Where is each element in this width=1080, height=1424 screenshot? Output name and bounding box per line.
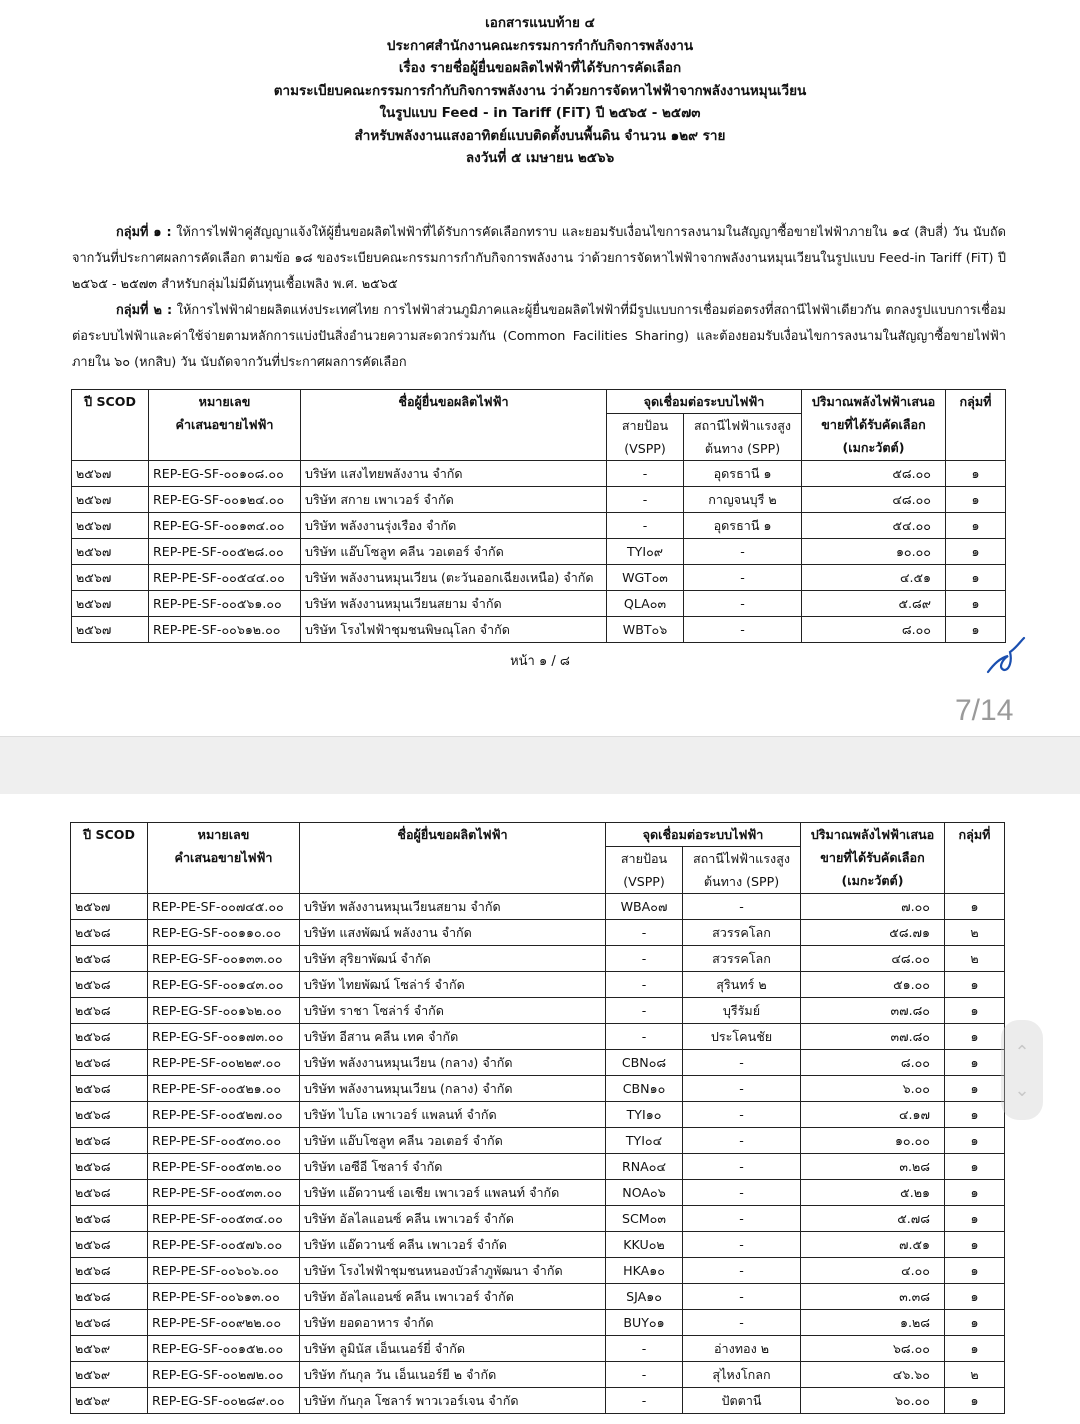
cell-proposal-no: REP-PE-SF-๐๐๕๖๑.๐๐ [149,591,301,617]
group1-paragraph [72,220,1006,298]
col-header-scod: ปี SCOD [71,823,148,894]
cell-station: - [683,1076,801,1102]
cell-station: - [683,1232,801,1258]
header-line: ประกาศสำนักงานคณะกรรมการกำกับกิจการพลังงาน [386,37,694,54]
table-row [71,1180,1005,1206]
cell-group: ๑ [946,461,1006,487]
cell-applicant: บริษัท เอซีอี โซลาร์ จำกัด [300,1154,606,1180]
cell-capacity: ๔.๑๗ [801,1102,945,1128]
cell-station: - [683,894,801,920]
table-row [72,513,1006,539]
cell-capacity: ๕๔.๐๐ [802,513,946,539]
header-line: ตามระเบียบคณะกรรมการกำกับกิจการพลังงาน ว่าด้วยการจัดหาไฟฟ้าจากพลังงานหมุนเวียน [273,82,807,99]
cell-capacity: ๕๘.๐๐ [802,461,946,487]
cell-scod: ๒๕๖๘ [71,1128,148,1154]
cell-capacity: ๖.๐๐ [801,1076,945,1102]
cell-feeder: NOA๐๖ [606,1180,683,1206]
cell-capacity: ๑๐.๐๐ [802,539,946,565]
table-row [71,1206,1005,1232]
cell-station: ประโคนชัย [683,1024,801,1050]
cell-applicant: บริษัท กันกุล โซลาร์ พาวเวอร์เจน จำกัด [300,1388,606,1414]
cell-feeder: - [606,920,683,946]
cell-scod: ๒๕๖๗ [72,513,149,539]
page-separator [0,736,1080,795]
cell-applicant: บริษัท ไทยพัฒน์ โซล่าร์ จำกัด [300,972,606,998]
cell-applicant: บริษัท ลูมินัส เอ็นเนอร์ยี่ จำกัด [300,1336,606,1362]
cell-feeder: TYI๑๐ [606,1102,683,1128]
cell-proposal-no: REP-EG-SF-๐๐๑๖๒.๐๐ [148,998,300,1024]
table-row [72,461,1006,487]
cell-station: - [683,1102,801,1128]
cell-station: - [683,1128,801,1154]
cell-capacity: ๓๗.๘๐ [801,1024,945,1050]
cell-proposal-no: REP-EG-SF-๐๐๒๗๒.๐๐ [148,1362,300,1388]
header-line: ลงวันที่ ๕ เมษายน ๒๕๖๖ [465,150,615,166]
cell-group: ๑ [945,1284,1005,1310]
table-body [71,894,1005,1414]
cell-capacity: ๕๘.๗๑ [801,920,945,946]
cell-proposal-no: REP-PE-SF-๐๐๕๓๓.๐๐ [148,1180,300,1206]
table-row [71,1258,1005,1284]
cell-applicant: บริษัท สุริยาพัฒน์ จำกัด [300,946,606,972]
cell-station: - [683,1206,801,1232]
col-header-connection: จุดเชื่อมต่อระบบไฟฟ้า [606,823,801,847]
cell-applicant: บริษัท พลังงานหมุนเวียน (กลาง) จำกัด [300,1076,606,1102]
cell-feeder: WGT๐๓ [607,565,684,591]
cell-scod: ๒๕๖๘ [71,1024,148,1050]
cell-station: อ่างทอง ๒ [683,1336,801,1362]
col-header-capacity: ปริมาณพลังไฟฟ้าเสนอ ขายที่ได้รับคัดเลือก (เมกะวัตต์) [801,823,945,894]
cell-station: - [684,565,802,591]
cell-group: ๑ [946,565,1006,591]
cell-applicant: บริษัท แอ๊ดวานซ์ คลีน เพาเวอร์ จำกัด [300,1232,606,1258]
cell-capacity: ๕.๒๑ [801,1180,945,1206]
cell-scod: ๒๕๖๙ [71,1336,148,1362]
cell-station: สวรรคโลก [683,946,801,972]
cell-group: ๑ [945,1232,1005,1258]
cell-capacity: ๑.๒๘ [801,1310,945,1336]
table-row [72,487,1006,513]
cell-scod: ๒๕๖๙ [71,1388,148,1414]
chevron-down-icon[interactable]: ⌄ [1014,1080,1030,1101]
cell-proposal-no: REP-PE-SF-๐๐๕๓๔.๐๐ [148,1206,300,1232]
cell-scod: ๒๕๖๘ [71,1232,148,1258]
cell-scod: ๒๕๖๗ [72,539,149,565]
table-header [72,390,1006,461]
cell-proposal-no: REP-PE-SF-๐๐๕๒๗.๐๐ [148,1102,300,1128]
cell-group: ๑ [945,1336,1005,1362]
cell-scod: ๒๕๖๗ [72,461,149,487]
table-row [72,539,1006,565]
cell-station: สุไหงโกลก [683,1362,801,1388]
cell-proposal-no: REP-EG-SF-๐๐๑๗๓.๐๐ [148,1024,300,1050]
table-row [71,1388,1005,1414]
col-header-proposal-no: หมายเลข คำเสนอขายไฟฟ้า [149,390,301,461]
cell-capacity: ๗.๐๐ [801,894,945,920]
cell-feeder: - [606,1388,683,1414]
cell-station: อุดรธานี ๑ [684,461,802,487]
table-row [71,972,1005,998]
viewer-page-indicator: 7/14 [955,694,1014,727]
cell-capacity: ๔.๕๑ [802,565,946,591]
cell-feeder: - [606,1336,683,1362]
page-number: หน้า ๑ / ๘ [510,654,570,669]
cell-group: ๑ [946,539,1006,565]
cell-capacity: ๔๘.๐๐ [802,487,946,513]
table-row [71,1128,1005,1154]
cell-group: ๑ [945,1310,1005,1336]
table-row [71,1336,1005,1362]
cell-group: ๑ [945,894,1005,920]
table-row [72,565,1006,591]
group1-lead: กลุ่มที่ ๑ : [116,225,172,240]
cell-station: ปัตตานี [683,1388,801,1414]
cell-station: บุรีรัมย์ [683,998,801,1024]
table-row [71,1232,1005,1258]
table-row [72,617,1006,643]
cell-proposal-no: REP-PE-SF-๐๐๕๒๑.๐๐ [148,1076,300,1102]
cell-proposal-no: REP-PE-SF-๐๐๙๒๒.๐๐ [148,1310,300,1336]
col-header-station: สถานีไฟฟ้าแรงสูง ต้นทาง (SPP) [683,847,801,894]
table-row [71,1310,1005,1336]
cell-scod: ๒๕๖๘ [71,946,148,972]
document-header [0,12,1080,170]
table-row [71,946,1005,972]
cell-applicant: บริษัท แสงพัฒน์ พลังงาน จำกัด [300,920,606,946]
cell-group: ๑ [945,1128,1005,1154]
cell-scod: ๒๕๖๗ [71,894,148,920]
header-line: ในรูปแบบ Feed - in Tariff (FiT) ปี ๒๕๖๕ - ๒๕๗๓ [379,105,701,121]
cell-group: ๑ [945,1102,1005,1128]
cell-group: ๑ [946,513,1006,539]
cell-proposal-no: REP-EG-SF-๐๐๑๓๓.๐๐ [148,946,300,972]
cell-feeder: - [606,1024,683,1050]
cell-capacity: ๘.๐๐ [801,1050,945,1076]
cell-scod: ๒๕๖๘ [71,1102,148,1128]
col-header-scod: ปี SCOD [72,390,149,461]
cell-applicant: บริษัท โรงไฟฟ้าชุมชนพิษณุโลก จำกัด [301,617,607,643]
table-row [72,591,1006,617]
cell-feeder: KKU๐๒ [606,1232,683,1258]
col-header-feeder: สายป้อน (VSPP) [607,414,684,461]
cell-proposal-no: REP-PE-SF-๐๐๕๓๐.๐๐ [148,1128,300,1154]
cell-station: - [683,1154,801,1180]
col-header-proposal-no: หมายเลข คำเสนอขายไฟฟ้า [148,823,300,894]
cell-capacity: ๕๑.๐๐ [801,972,945,998]
cell-capacity: ๓.๒๘ [801,1154,945,1180]
cell-applicant: บริษัท พลังงานหมุนเวียน (ตะวันออกเฉียงเหนือ) จำกัด [301,565,607,591]
cell-proposal-no: REP-EG-SF-๐๐๑๐๘.๐๐ [149,461,301,487]
cell-capacity: ๖๐.๐๐ [801,1388,945,1414]
cell-capacity: ๘.๐๐ [802,617,946,643]
cell-proposal-no: REP-EG-SF-๐๐๑๕๒.๐๐ [148,1336,300,1362]
cell-feeder: SJA๑๐ [606,1284,683,1310]
group1-text: ให้การไฟฟ้าคู่สัญญาแจ้งให้ผู้ยื่นขอผลิตไฟฟ้าที่ได้รับการคัดเลือกทราบ และยอมรับเงื่อนไขการลงนามในสัญญาซื้อขายไฟฟ้าภายใน ๑๔ (สิบสี่) วัน นับถัดจากวันที่ประกาศผลการคัดเลือก ตามข้อ ๑๘ ของระเบียบคณะกรรมการกำกับกิจการพลังงาน ว่าด้วยการจัดหาไฟฟ้าจากพลังงานหมุนเวียนในรูปแบบ Feed-in Tariff (FiT) ปี ๒๕๖๕ - ๒๕๗๓ สำหรับกลุ่มไม่มีต้นทุนเชื้อเพลิง พ.ศ. ๒๕๖๕ [72,225,1006,292]
cell-capacity: ๕.๘๙ [802,591,946,617]
cell-group: ๑ [945,972,1005,998]
cell-proposal-no: REP-PE-SF-๐๐๕๔๔.๐๐ [149,565,301,591]
cell-feeder: - [606,946,683,972]
col-header-applicant: ชื่อผู้ยื่นขอผลิตไฟฟ้า [300,823,606,894]
cell-applicant: บริษัท แสงไทยพลังงาน จำกัด [301,461,607,487]
cell-feeder: RNA๐๔ [606,1154,683,1180]
cell-scod: ๒๕๖๘ [71,1206,148,1232]
cell-scod: ๒๕๖๘ [71,1180,148,1206]
cell-scod: ๒๕๖๘ [71,1284,148,1310]
cell-capacity: ๔๖.๖๐ [801,1362,945,1388]
cell-applicant: บริษัท ไบโอ เพาเวอร์ แพลนท์ จำกัด [300,1102,606,1128]
col-header-connection: จุดเชื่อมต่อระบบไฟฟ้า [607,390,802,414]
cell-group: ๑ [946,591,1006,617]
cell-capacity: ๓๗.๘๐ [801,998,945,1024]
selected-applicants-table-2 [70,822,1005,1414]
cell-feeder: - [607,461,684,487]
cell-applicant: บริษัท พลังงานหมุนเวียนสยาม จำกัด [301,591,607,617]
signature-mark [980,630,1030,680]
table-row [71,1284,1005,1310]
cell-proposal-no: REP-PE-SF-๐๐๒๒๙.๐๐ [148,1050,300,1076]
cell-scod: ๒๕๖๗ [72,565,149,591]
cell-feeder: WBT๐๖ [607,617,684,643]
cell-station: - [683,1258,801,1284]
table-row [71,1050,1005,1076]
cell-proposal-no: REP-PE-SF-๐๐๖๐๖.๐๐ [148,1258,300,1284]
cell-applicant: บริษัท ยอดอาหาร จำกัด [300,1310,606,1336]
cell-scod: ๒๕๖๘ [71,1076,148,1102]
cell-capacity: ๔.๐๐ [801,1258,945,1284]
col-header-applicant: ชื่อผู้ยื่นขอผลิตไฟฟ้า [301,390,607,461]
col-header-group: กลุ่มที่ [946,390,1006,461]
cell-scod: ๒๕๖๘ [71,998,148,1024]
cell-proposal-no: REP-PE-SF-๐๐๖๑๓.๐๐ [148,1284,300,1310]
cell-group: ๑ [945,1024,1005,1050]
cell-feeder: QLA๐๓ [607,591,684,617]
table-header [71,823,1005,894]
cell-group: ๑ [946,487,1006,513]
cell-applicant: บริษัท พลังงานรุ่งเรือง จำกัด [301,513,607,539]
cell-group: ๑ [945,998,1005,1024]
cell-feeder: WBA๐๗ [606,894,683,920]
table-row [71,894,1005,920]
cell-group: ๒ [945,946,1005,972]
cell-feeder: - [606,998,683,1024]
cell-feeder: - [607,487,684,513]
cell-applicant: บริษัท พลังงานหมุนเวียนสยาม จำกัด [300,894,606,920]
cell-scod: ๒๕๖๘ [71,1310,148,1336]
cell-station: - [684,591,802,617]
col-header-station: สถานีไฟฟ้าแรงสูง ต้นทาง (SPP) [684,414,802,461]
cell-station: - [684,617,802,643]
cell-applicant: บริษัท แอ๊บโซลูท คลีน วอเตอร์ จำกัด [301,539,607,565]
cell-scod: ๒๕๖๘ [71,1154,148,1180]
cell-proposal-no: REP-PE-SF-๐๐๕๓๒.๐๐ [148,1154,300,1180]
cell-capacity: ๗.๕๑ [801,1232,945,1258]
table-row [71,920,1005,946]
table-row [71,1102,1005,1128]
cell-group: ๑ [945,1258,1005,1284]
table-row [71,1024,1005,1050]
header-line: สำหรับพลังงานแสงอาทิตย์แบบติดตั้งบนพื้นดิน จำนวน ๑๒๙ ราย [354,127,726,144]
page-scroll-control[interactable] [1001,1020,1043,1120]
cell-feeder: TYI๐๙ [607,539,684,565]
cell-feeder: - [606,972,683,998]
cell-station: สุรินทร์ ๒ [683,972,801,998]
cell-scod: ๒๕๖๙ [71,1362,148,1388]
cell-station: - [683,1050,801,1076]
cell-feeder: CBN๑๐ [606,1076,683,1102]
table-body [72,461,1006,643]
cell-group: ๑ [945,1050,1005,1076]
col-header-capacity: ปริมาณพลังไฟฟ้าเสนอ ขายที่ได้รับคัดเลือก (เมกะวัตต์) [802,390,946,461]
cell-station: - [683,1310,801,1336]
table-row [71,1076,1005,1102]
cell-applicant: บริษัท แอ๊ดวานซ์ เอเชีย เพาเวอร์ แพลนท์ จำกัด [300,1180,606,1206]
cell-capacity: ๑๐.๐๐ [801,1128,945,1154]
cell-feeder: - [606,1362,683,1388]
table-row [71,1154,1005,1180]
cell-scod: ๒๕๖๗ [72,617,149,643]
cell-proposal-no: REP-EG-SF-๐๐๑๑๐.๐๐ [148,920,300,946]
cell-proposal-no: REP-EG-SF-๐๐๑๔๓.๐๐ [148,972,300,998]
cell-proposal-no: REP-PE-SF-๐๐๗๔๕.๐๐ [148,894,300,920]
table-row [71,998,1005,1024]
cell-proposal-no: REP-EG-SF-๐๐๑๒๔.๐๐ [149,487,301,513]
cell-group: ๑ [945,1076,1005,1102]
cell-feeder: - [607,513,684,539]
cell-applicant: บริษัท อัลไลแอนซ์ คลีน เพาเวอร์ จำกัด [300,1206,606,1232]
cell-scod: ๒๕๖๘ [71,920,148,946]
cell-applicant: บริษัท โรงไฟฟ้าชุมชนหนองบัวลำภูพัฒนา จำกัด [300,1258,606,1284]
cell-applicant: บริษัท สกาย เพาเวอร์ จำกัด [301,487,607,513]
cell-applicant: บริษัท พลังงานหมุนเวียน (กลาง) จำกัด [300,1050,606,1076]
cell-proposal-no: REP-EG-SF-๐๐๑๓๔.๐๐ [149,513,301,539]
cell-applicant: บริษัท ราชา โซล่าร์ จำกัด [300,998,606,1024]
cell-group: ๑ [945,1206,1005,1232]
cell-group: ๑ [945,1388,1005,1414]
cell-group: ๒ [945,920,1005,946]
cell-feeder: SCM๐๓ [606,1206,683,1232]
cell-feeder: CBN๐๘ [606,1050,683,1076]
chevron-up-icon[interactable]: ⌃ [1014,1042,1030,1063]
cell-feeder: HKA๑๐ [606,1258,683,1284]
cell-group: ๑ [945,1180,1005,1206]
cell-group: ๑ [945,1154,1005,1180]
cell-proposal-no: REP-PE-SF-๐๐๖๑๒.๐๐ [149,617,301,643]
cell-station: - [683,1180,801,1206]
header-line: เรื่อง รายชื่อผู้ยื่นขอผลิตไฟฟ้าที่ได้รับการคัดเลือก [398,60,682,76]
cell-station: อุดรธานี ๑ [684,513,802,539]
cell-group: ๑ [946,617,1006,643]
cell-group: ๒ [945,1362,1005,1388]
cell-feeder: BUY๐๑ [606,1310,683,1336]
col-header-feeder: สายป้อน (VSPP) [606,847,683,894]
cell-proposal-no: REP-PE-SF-๐๐๕๗๖.๐๐ [148,1232,300,1258]
cell-capacity: ๖๘.๐๐ [801,1336,945,1362]
cell-scod: ๒๕๖๘ [71,972,148,998]
cell-station: - [683,1284,801,1310]
cell-scod: ๒๕๖๘ [71,1050,148,1076]
cell-capacity: ๔๘.๐๐ [801,946,945,972]
table-row [71,1362,1005,1388]
cell-applicant: บริษัท แอ๊บโซลูท คลีน วอเตอร์ จำกัด [300,1128,606,1154]
group2-lead: กลุ่มที่ ๒ : [116,303,173,318]
cell-scod: ๒๕๖๘ [71,1258,148,1284]
group2-paragraph [72,298,1006,376]
cell-scod: ๒๕๖๗ [72,487,149,513]
col-header-group: กลุ่มที่ [945,823,1005,894]
cell-feeder: TYI๐๔ [606,1128,683,1154]
cell-station: กาญจนบุรี ๒ [684,487,802,513]
cell-station: - [684,539,802,565]
cell-proposal-no: REP-EG-SF-๐๐๒๘๙.๐๐ [148,1388,300,1414]
header-line: เอกสารแนบท้าย ๔ [485,15,595,31]
cell-applicant: บริษัท อัลไลแอนซ์ คลีน เพาเวอร์ จำกัด [300,1284,606,1310]
group2-text: ให้การไฟฟ้าฝ่ายผลิตแห่งประเทศไทย การไฟฟ้าส่วนภูมิภาคและผู้ยื่นขอผลิตไฟฟ้าที่มีรูปแบบการเชื่อมต่อตรงที่สถานีไฟฟ้าเดียวกัน ตกลงรูปแบบการเชื่อมต่อระบบไฟฟ้าและค่าใช้จ่ายตามหลักการแบ่งปันสิ่งอำนวยความสะดวกร่วมกัน (Common Facilities Sharing) และต้องยอมรับเงื่อนไขการลงนามในสัญญาซื้อขายไฟฟ้าภายใน ๖๐ (หกสิบ) วัน นับถัดจากวันที่ประกาศผลการคัดเลือก [72,303,1006,370]
selected-applicants-table-1 [71,389,1006,643]
cell-applicant: บริษัท อีสาน คลีน เทค จำกัด [300,1024,606,1050]
cell-scod: ๒๕๖๗ [72,591,149,617]
cell-capacity: ๓.๓๘ [801,1284,945,1310]
cell-proposal-no: REP-PE-SF-๐๐๕๒๘.๐๐ [149,539,301,565]
cell-capacity: ๕.๗๘ [801,1206,945,1232]
cell-applicant: บริษัท กันกุล วัน เอ็นเนอร์ยี ๒ จำกัด [300,1362,606,1388]
cell-station: สวรรคโลก [683,920,801,946]
